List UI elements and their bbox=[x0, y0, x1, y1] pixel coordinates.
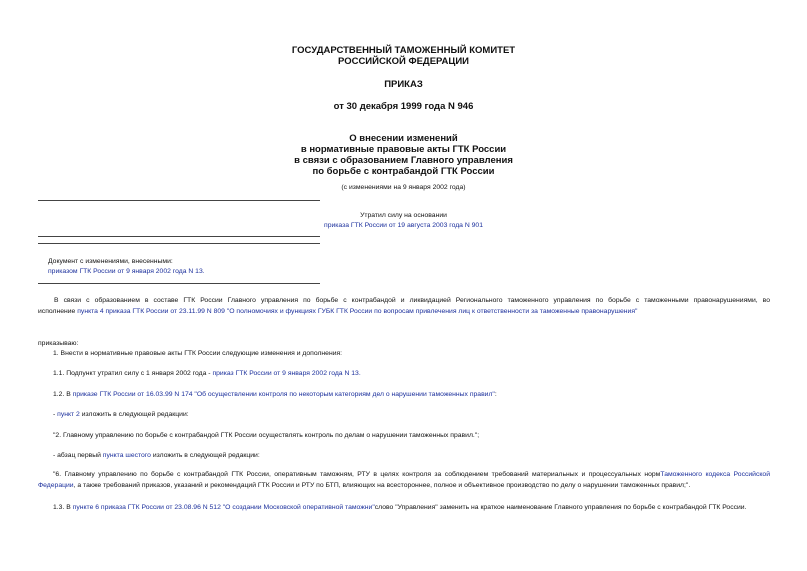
preamble-line2 bbox=[38, 307, 770, 318]
dash-point-2 bbox=[53, 411, 189, 419]
point-6-link[interactable]: пункта шестого bbox=[102, 452, 151, 459]
document-date-number: от 30 декабря 1999 года N 946 bbox=[333, 101, 474, 112]
amending-order-link[interactable]: приказом ГТК России от 9 января 2002 года N 13. bbox=[48, 268, 205, 275]
dash-point-6 bbox=[53, 452, 260, 460]
divider bbox=[38, 243, 320, 244]
subject-line3: в связи с образованием Главного управления bbox=[294, 155, 513, 166]
divider bbox=[38, 200, 320, 201]
item-1-2-pre: 1.2. В bbox=[53, 391, 73, 398]
subject-line4: по борьбе с контрабандой ГТК России bbox=[312, 166, 495, 177]
item-1-2-post: : bbox=[494, 391, 497, 398]
item-1-3 bbox=[38, 503, 770, 514]
quote-point-2: "2. Главному управлению по борьбе с контрабандой ГТК России осуществлять контроль по делам о нарушении таможенных правил."; bbox=[53, 432, 480, 439]
subject-line2: в нормативные правовые акты ГТК России bbox=[300, 144, 507, 155]
org-name-line2: РОССИЙСКОЙ ФЕДЕРАЦИИ bbox=[337, 56, 469, 67]
changes-label: Документ с изменениями, внесенными: bbox=[48, 258, 173, 265]
point-2-link[interactable]: пункт 2 bbox=[57, 411, 80, 418]
order-174-link[interactable]: приказе ГТК России от 16.03.99 N 174 "Об осуществлении контроля по некоторым категориям дел о нарушении таможенных правил" bbox=[72, 391, 495, 398]
preamble-line1: В связи с образованием в составе ГТК России Главного управления по борьбе с контрабандой и ликвидацией Регионального таможенного управления по борьбе с таможенными правонарушениями, во bbox=[54, 297, 770, 304]
order-512-link[interactable]: пункте 6 приказа ГТК России от 23.08.96 N 512 "О создании Московской оперативной таможни" bbox=[72, 504, 375, 511]
order-809-link[interactable]: пункта 4 приказа ГТК России от 23.11.99 N 809 "О полномочиях и функциях ГУБК ГТК России по вопросам привлечения лиц к ответственности за таможенные правонарушения" bbox=[77, 307, 638, 315]
item-1: 1. Внести в нормативные правовые акты ГТК России следующие изменения и дополнения: bbox=[53, 350, 343, 357]
quote-point-6-b: , а также требований приказов, указаний и рекомендаций ГТК России и РТУ по БТП, влияющих на всестороннее, полное и объективное производство по делу о нарушении таможенных правил;". bbox=[73, 481, 691, 489]
preamble-paragraph bbox=[38, 296, 770, 317]
divider bbox=[38, 283, 320, 284]
dash-point-2-pre: - bbox=[53, 411, 58, 418]
quote-point-6-a: "6. Главному управлению по борьбе с контрабандой ГТК России, оперативным таможням, РТУ в целях контроля за соблюдением требований материальных и процессуальных норм bbox=[53, 471, 661, 478]
amendment-note: (с изменениями на 9 января 2002 года) bbox=[341, 184, 466, 191]
item-1-3-post: слово "Управления" заменить на краткое наименование Главного управления по борьбе с контрабандой ГТК России. bbox=[374, 504, 747, 511]
order-word: приказываю: bbox=[38, 340, 79, 347]
dash-point-2-post: изложить в следующей редакции: bbox=[79, 411, 189, 418]
status-label: Утратил силу на основании bbox=[360, 212, 447, 219]
item-1-2 bbox=[53, 391, 497, 399]
item-1-3-pre: 1.3. В bbox=[53, 504, 73, 511]
divider bbox=[38, 236, 320, 237]
document-type: ПРИКАЗ bbox=[384, 79, 423, 90]
status-link-row bbox=[0, 222, 807, 230]
item-1-1 bbox=[53, 370, 361, 378]
dash-point-6-pre: - абзац первый bbox=[53, 452, 103, 459]
changes-link-row bbox=[48, 268, 205, 276]
customs-code-link[interactable]: Таможенного кодекса Российской Федерации bbox=[38, 471, 770, 489]
org-name-line1: ГОСУДАРСТВЕННЫЙ ТАМОЖЕННЫЙ КОМИТЕТ bbox=[291, 45, 516, 56]
order-13-link[interactable]: приказ ГТК России от 9 января 2002 года N 13. bbox=[212, 370, 361, 377]
preamble-lead: исполнение bbox=[38, 307, 78, 315]
repeal-order-link[interactable]: приказа ГТК России от 19 августа 2003 года N 901 bbox=[324, 222, 483, 229]
quote-point-6 bbox=[38, 470, 770, 491]
subject-line1: О внесении изменений bbox=[349, 133, 458, 144]
item-1-1-text: 1.1. Подпункт утратил силу с 1 января 2002 года - bbox=[53, 370, 213, 377]
dash-point-6-post: изложить в следующей редакции: bbox=[150, 452, 260, 459]
